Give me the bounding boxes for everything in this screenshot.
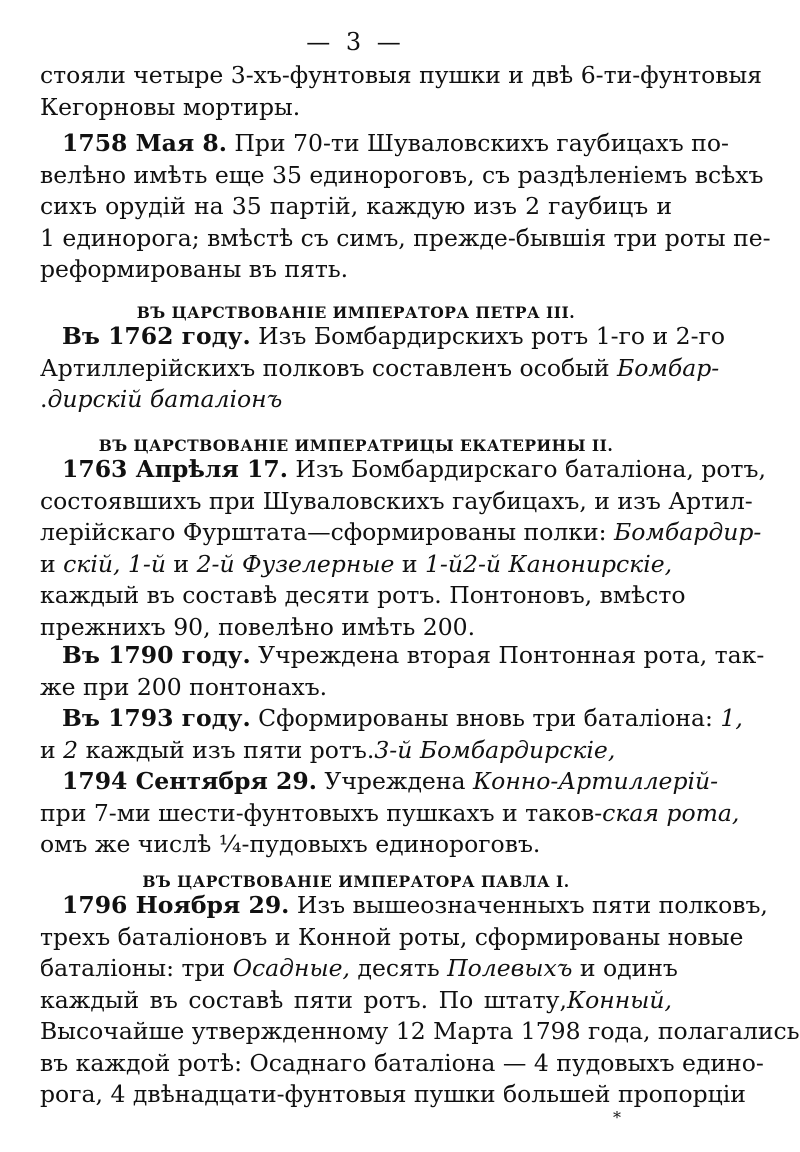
paragraph — [40, 890, 800, 1111]
text-run: Кегорновы мортиры. — [40, 92, 301, 121]
text-run: 1 единорога; вмѣстѣ съ симъ, прежде-бывшія три роты пе- — [40, 223, 771, 252]
text-run: и — [40, 549, 64, 578]
text-run: Артиллерійскихъ полковъ составленъ особый — [40, 353, 617, 382]
italic-term: Бомбардир- — [614, 518, 762, 546]
text-run: Сформированы вновь три баталіона: — [250, 704, 721, 732]
italic-term: дирскій баталіонъ — [47, 385, 283, 413]
text-line — [40, 353, 720, 385]
section-heading: ВЪ ЦАРСТВОВАНІЕ ИМПЕРАТОРА ПЕТРА III. — [136, 303, 576, 322]
italic-term: Конно-Артиллерій- — [472, 767, 719, 795]
text-run: каждый въ составѣ пяти ротъ. По штату, — [40, 985, 567, 1014]
text-run: трехъ баталіоновъ и Конной роты, сформированы новые — [40, 922, 744, 951]
text-run: Учреждена вторая Понтонная рота, так- — [250, 641, 765, 669]
text-run: и — [40, 735, 64, 764]
text-run: Изъ Бомбардирскаго баталіона, ротъ, — [287, 455, 766, 483]
italic-term: 1-й — [424, 549, 464, 578]
italic-term: 1, — [720, 704, 743, 732]
date-lead: 1758 Мая 8. — [62, 129, 227, 157]
date-lead: Въ 1762 году. — [62, 322, 251, 350]
italic-term: 2-й Фузелерные — [196, 549, 395, 578]
paragraph — [40, 321, 726, 416]
italic-term: Конный, — [566, 985, 672, 1014]
text-line — [40, 703, 743, 735]
text-run: Высочайше утвержденному 12 Марта 1798 года, полагались — [40, 1017, 800, 1045]
text-run: каждый въ составѣ десяти ротъ. Понтоновъ, вмѣсто — [40, 581, 686, 609]
text-run: состоявшихъ при Шуваловскихъ гаубицахъ, и изъ Артил- — [40, 486, 753, 515]
date-lead: 1796 Ноября 29. — [62, 891, 290, 919]
text-line — [40, 829, 672, 861]
text-run: стояли четыре 3-хъ-фунтовыя пушки и двѣ 6-ти-фунтовыя — [40, 61, 762, 89]
text-line — [40, 517, 762, 549]
text-run: десять — [350, 954, 448, 982]
text-line — [40, 384, 672, 416]
text-run: Учреждена — [316, 767, 473, 795]
italic-term: 2 — [63, 735, 79, 764]
date-lead: 1763 Апрѣля 17. — [62, 455, 288, 483]
text-line — [40, 640, 765, 672]
text-line — [40, 60, 762, 92]
text-line — [40, 953, 678, 985]
text-run: Изъ Бомбардирскихъ ротъ 1-го и 2-го — [250, 322, 726, 350]
text-line — [40, 1079, 746, 1111]
date-lead: 1794 Сентября 29. — [62, 767, 317, 795]
text-line — [40, 766, 719, 798]
text-run: баталіоны: три — [40, 954, 233, 982]
text-line — [40, 160, 764, 192]
text-line — [40, 128, 729, 160]
text-line — [40, 191, 672, 223]
page-number: — 3 — — [306, 28, 405, 56]
text-line — [40, 1048, 764, 1080]
paragraph — [40, 640, 765, 703]
text-line — [40, 922, 744, 954]
date-lead: Въ 1790 году. — [62, 641, 251, 669]
text-run: Изъ вышеозначенныхъ пяти полковъ, — [289, 891, 768, 919]
text-run: рога, 4 двѣнадцати-фунтовыя пушки большей пропорціи — [40, 1080, 746, 1108]
italic-term: 2-й Канонирскіе, — [463, 549, 673, 578]
text-run: при 7-ми шести-фунтовыхъ пушкахъ и таков- — [40, 798, 603, 827]
italic-term: Бомбар- — [616, 353, 720, 382]
paragraph — [40, 454, 766, 643]
text-line — [40, 549, 672, 581]
paragraph — [40, 60, 762, 123]
text-run: въ каждой ротѣ: Осаднаго баталіона — 4 пудовыхъ едино- — [40, 1048, 764, 1077]
text-line — [40, 890, 768, 922]
text-line — [40, 798, 740, 830]
section-heading: ВЪ ЦАРСТВОВАНІЕ ИМПЕРАТРИЦЫ ЕКАТЕРИНЫ II. — [98, 436, 614, 455]
text-line — [40, 254, 672, 286]
text-line — [40, 1016, 800, 1048]
text-line — [40, 985, 672, 1017]
text-run: же при 200 понтонахъ. — [40, 672, 328, 701]
signature-mark: * — [613, 1108, 621, 1127]
text-run: реформированы въ пять. — [40, 255, 349, 283]
text-run: прежнихъ 90, повелѣно имѣть 200. — [40, 612, 476, 641]
italic-term: ская рота, — [602, 798, 740, 827]
italic-term: Осадные, — [232, 954, 351, 982]
italic-term: скій, 1-й — [63, 549, 166, 578]
text-line — [40, 580, 686, 612]
text-run: лерійскаго Фурштата—сформированы полки: — [40, 518, 615, 546]
text-run: велѣно имѣть еще 35 единороговъ, съ раздѣленіемъ всѣхъ — [40, 160, 764, 189]
paragraph — [40, 703, 743, 766]
italic-term: 3-й Бомбардирскіе, — [374, 735, 616, 764]
paragraph — [40, 766, 740, 861]
text-line — [40, 672, 672, 704]
paragraph — [40, 128, 771, 286]
text-run: . — [40, 385, 48, 413]
italic-term: Полевыхъ — [447, 954, 573, 982]
text-line — [40, 321, 726, 353]
text-line — [40, 612, 672, 644]
text-line — [40, 92, 672, 124]
text-line — [40, 454, 766, 486]
text-line — [40, 486, 753, 518]
text-run: каждый изъ пяти ротъ. — [78, 735, 375, 764]
date-lead: Въ 1793 году. — [62, 704, 251, 732]
text-line — [40, 223, 771, 255]
text-run: и — [394, 549, 425, 578]
text-run: При 70-ти Шуваловскихъ гаубицахъ по- — [226, 129, 729, 157]
text-run: и — [165, 549, 197, 578]
text-run: и одинъ — [572, 954, 678, 982]
text-run: сихъ орудій на 35 партій, каждую изъ 2 гаубицъ и — [40, 192, 672, 220]
text-run: омъ же числѣ ¼-пудовыхъ единороговъ. — [40, 830, 541, 858]
text-line — [40, 735, 672, 767]
section-heading: ВЪ ЦАРСТВОВАНІЕ ИМПЕРАТОРА ПАВЛА I. — [142, 872, 570, 891]
